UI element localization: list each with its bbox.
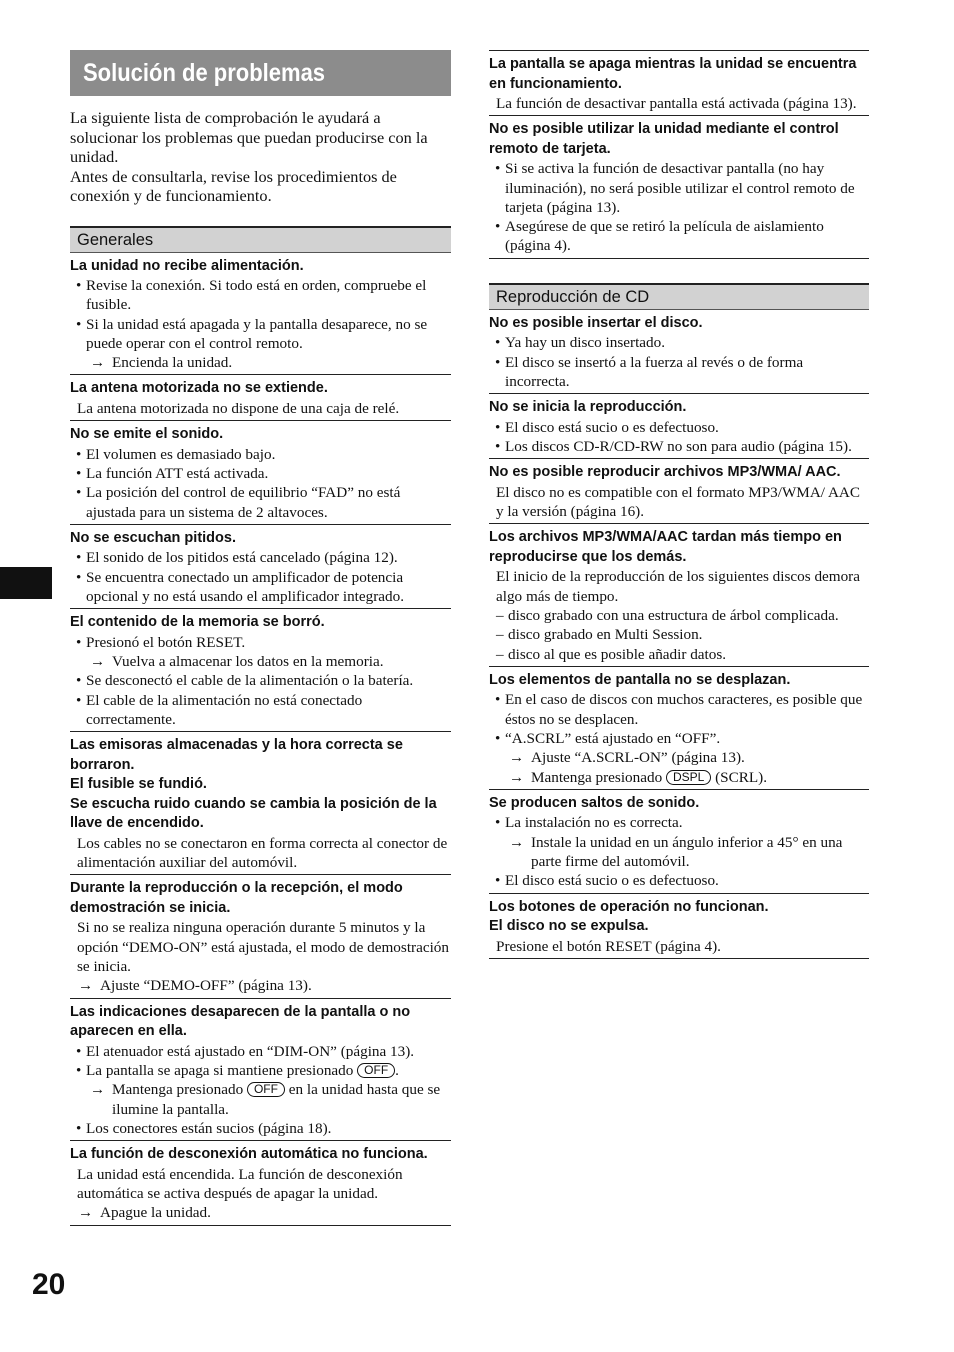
cause: • Se encuentra conectado un amplificador de potencia opcional y no está usando el amplificador integrado. [76,568,404,606]
troubleshoot-item [489,671,869,790]
cause: • El cable de la alimentación no está conectado correctamente. [76,691,363,729]
cause: • Los conectores están sucios (página 18). [76,1119,332,1137]
cause: • La instalación no es correcta. [495,814,683,832]
symptom: Se escucha ruido cuando se cambia la posición de la llave de encendido. [70,795,437,832]
symptom: No se escuchan pitidos. [70,529,236,546]
symptom: La unidad no recibe alimentación. [70,257,304,274]
cause: • “A.SCRL” está ajustado en “OFF”. [495,729,721,747]
troubleshoot-item [489,120,869,258]
remedy: → Ajuste “DEMO-OFF” (página 13). [78,977,312,995]
remedy: → Mantenga presionado OFF en la unidad hasta que se ilumine la pantalla. [90,1081,441,1118]
troubleshoot-item [70,879,451,998]
intro-paragraph: La siguiente lista de comprobación le ayudará a solucionar los problemas que puedan producirse con la unidad. [70,108,428,166]
cause: • La pantalla se apaga si mantiene presionado OFF . [76,1061,399,1079]
disc-type: – disco grabado con una estructura de árbol complicada. [496,606,839,624]
cause: • En el caso de discos con muchos caracteres, es posible que éstos no se desplacen. [495,691,863,728]
off-button-label: OFF [247,1082,285,1097]
symptom: No es posible reproducir archivos MP3/WMA/ AAC. [489,464,841,481]
cause: El inicio de la reproducción de los siguientes discos demora algo más de tiempo. [496,568,860,605]
troubleshoot-item [70,425,451,525]
section-heading-cd: Reproducción de CD [489,283,869,310]
arrow-icon: → [90,354,106,372]
cause: • Los discos CD-R/CD-RW no son para audio (página 15). [495,437,852,455]
off-button-label: OFF [357,1063,395,1078]
intro-paragraph: Antes de consultarla, revise los procedimientos de conexión y de funcionamiento. [70,166,397,205]
section-heading-generales: Generales [70,226,451,253]
cause: • Si la unidad está apagada y la pantalla desaparece, no se puede operar con el control remoto. [76,315,428,352]
intro [70,108,451,206]
troubleshoot-item [489,314,869,394]
disc-type: – disco grabado en Multi Session. [496,626,703,644]
remedy: → Vuelva a almacenar los datos en la memoria. [90,653,384,671]
arrow-icon: → [509,833,525,851]
arrow-icon: → [90,1081,106,1099]
troubleshoot-item [70,613,451,732]
symptom: El fusible se fundió. [70,776,207,793]
cause: La unidad está encendida. La función de desconexión automática se activa después de apagar la unidad. [77,1165,403,1202]
divider [489,50,869,51]
troubleshoot-item [489,898,869,959]
cause: • El disco se insertó a la fuerza al revés o de forma incorrecta. [495,353,804,390]
troubleshoot-item [70,379,451,421]
cause: • El disco está sucio o es defectuoso. [495,872,719,890]
troubleshoot-item [70,736,451,875]
troubleshoot-item [70,257,451,376]
symptom: No se emite el sonido. [70,426,224,443]
remedy: → Mantenga presionado DSPL (SCRL). [509,768,768,786]
cause: Presione el botón RESET (página 4). [496,937,721,955]
symptom: El contenido de la memoria se borró. [70,614,325,631]
cause: La función de desactivar pantalla está activada (página 13). [496,95,857,112]
cause: • El sonido de los pitidos está cancelado (página 12). [76,549,398,567]
arrow-icon: → [509,749,525,767]
arrow-icon: → [78,1204,94,1222]
troubleshoot-item [489,794,869,894]
cause: • Asegúrese de que se retiró la película de aislamiento (página 4). [495,218,824,255]
remedy: → Instale la unidad en un ángulo inferior a 45° en una parte firme del automóvil. [509,833,843,870]
arrow-icon: → [509,768,525,786]
remedy: → Encienda la unidad. [90,354,233,372]
section-tab [0,567,52,599]
symptom: El disco no se expulsa. [489,918,649,935]
page-number: 20 [32,1268,66,1301]
symptom: Durante la reproducción o la recepción, el modo demostración se inicia. [70,880,403,916]
page-title: Solución de problemas [83,58,326,87]
symptom: La antena motorizada no se extiende. [70,380,328,397]
right-column [489,50,869,963]
left-column [70,50,451,1230]
symptom: Los archivos MP3/WMA/AAC tardan más tiempo en reproducirse que los demás. [489,529,842,565]
troubleshoot-item [489,398,869,459]
cause: El disco no es compatible con el formato MP3/WMA/ AAC y la versión (página 16). [496,483,861,521]
troubleshoot-item [489,55,869,116]
troubleshoot-item [70,529,451,609]
symptom: Las indicaciones desaparecen de la pantalla o no aparecen en ella. [70,1003,411,1040]
symptom: Las emisoras almacenadas y la hora correcta se borraron. [70,737,403,773]
troubleshoot-item [70,1003,451,1141]
cause: • Presionó el botón RESET. [76,633,246,651]
cause: • Ya hay un disco insertado. [495,334,666,352]
symptom: No se inicia la reproducción. [489,399,687,416]
troubleshoot-item [489,528,869,666]
cause: Si no se realiza ninguna operación durante 5 minutos y la opción “DEMO-ON” está ajustada, el modo de demostración se inicia. [77,919,449,976]
disc-type: – disco al que es posible añadir datos. [496,645,727,663]
remedy: → Apague la unidad. [78,1204,211,1222]
symptom: No es posible utilizar la unidad mediante el control remoto de tarjeta. [489,121,839,157]
arrow-icon: → [78,977,94,995]
symptom: La pantalla se apaga mientras la unidad se encuentra en funcionamiento. [489,56,857,92]
cause: • Si se activa la función de desactivar pantalla (no hay iluminación), no será posible utilizar el control remoto de tarjeta (página 13). [495,160,855,216]
arrow-icon: → [90,653,106,671]
cause: • El atenuador está ajustado en “DIM-ON” (página 13). [76,1042,415,1060]
cause: • Se desconectó el cable de la alimentación o la batería. [76,672,414,690]
cause: • La posición del control de equilibrio “FAD” no está ajustada para un sistema de 2 altavoces. [76,484,401,521]
troubleshoot-item [70,1145,451,1225]
cause: La antena motorizada no dispone de una caja de relé. [77,399,400,417]
symptom: Se producen saltos de sonido. [489,794,700,811]
cause: • Revise la conexión. Si todo está en orden, compruebe el fusible. [76,277,427,314]
remedy: → Ajuste “A.SCRL-ON” (página 13). [509,749,745,767]
symptom: Los elementos de pantalla no se desplazan. [489,671,791,688]
symptom: Los botones de operación no funcionan. [489,898,769,915]
cause: Los cables no se conectaron en forma correcta al conector de alimentación auxiliar del automóvil. [77,834,448,872]
symptom: La función de desconexión automática no funciona. [70,1146,428,1163]
cause: • El volumen es demasiado bajo. [76,445,276,463]
symptom: No es posible insertar el disco. [489,314,703,331]
title-bar [70,50,451,96]
troubleshoot-item [489,463,869,524]
cause: • El disco está sucio o es defectuoso. [495,418,719,436]
dspl-button-label: DSPL [666,770,711,785]
cause: • La función ATT está activada. [76,465,269,483]
